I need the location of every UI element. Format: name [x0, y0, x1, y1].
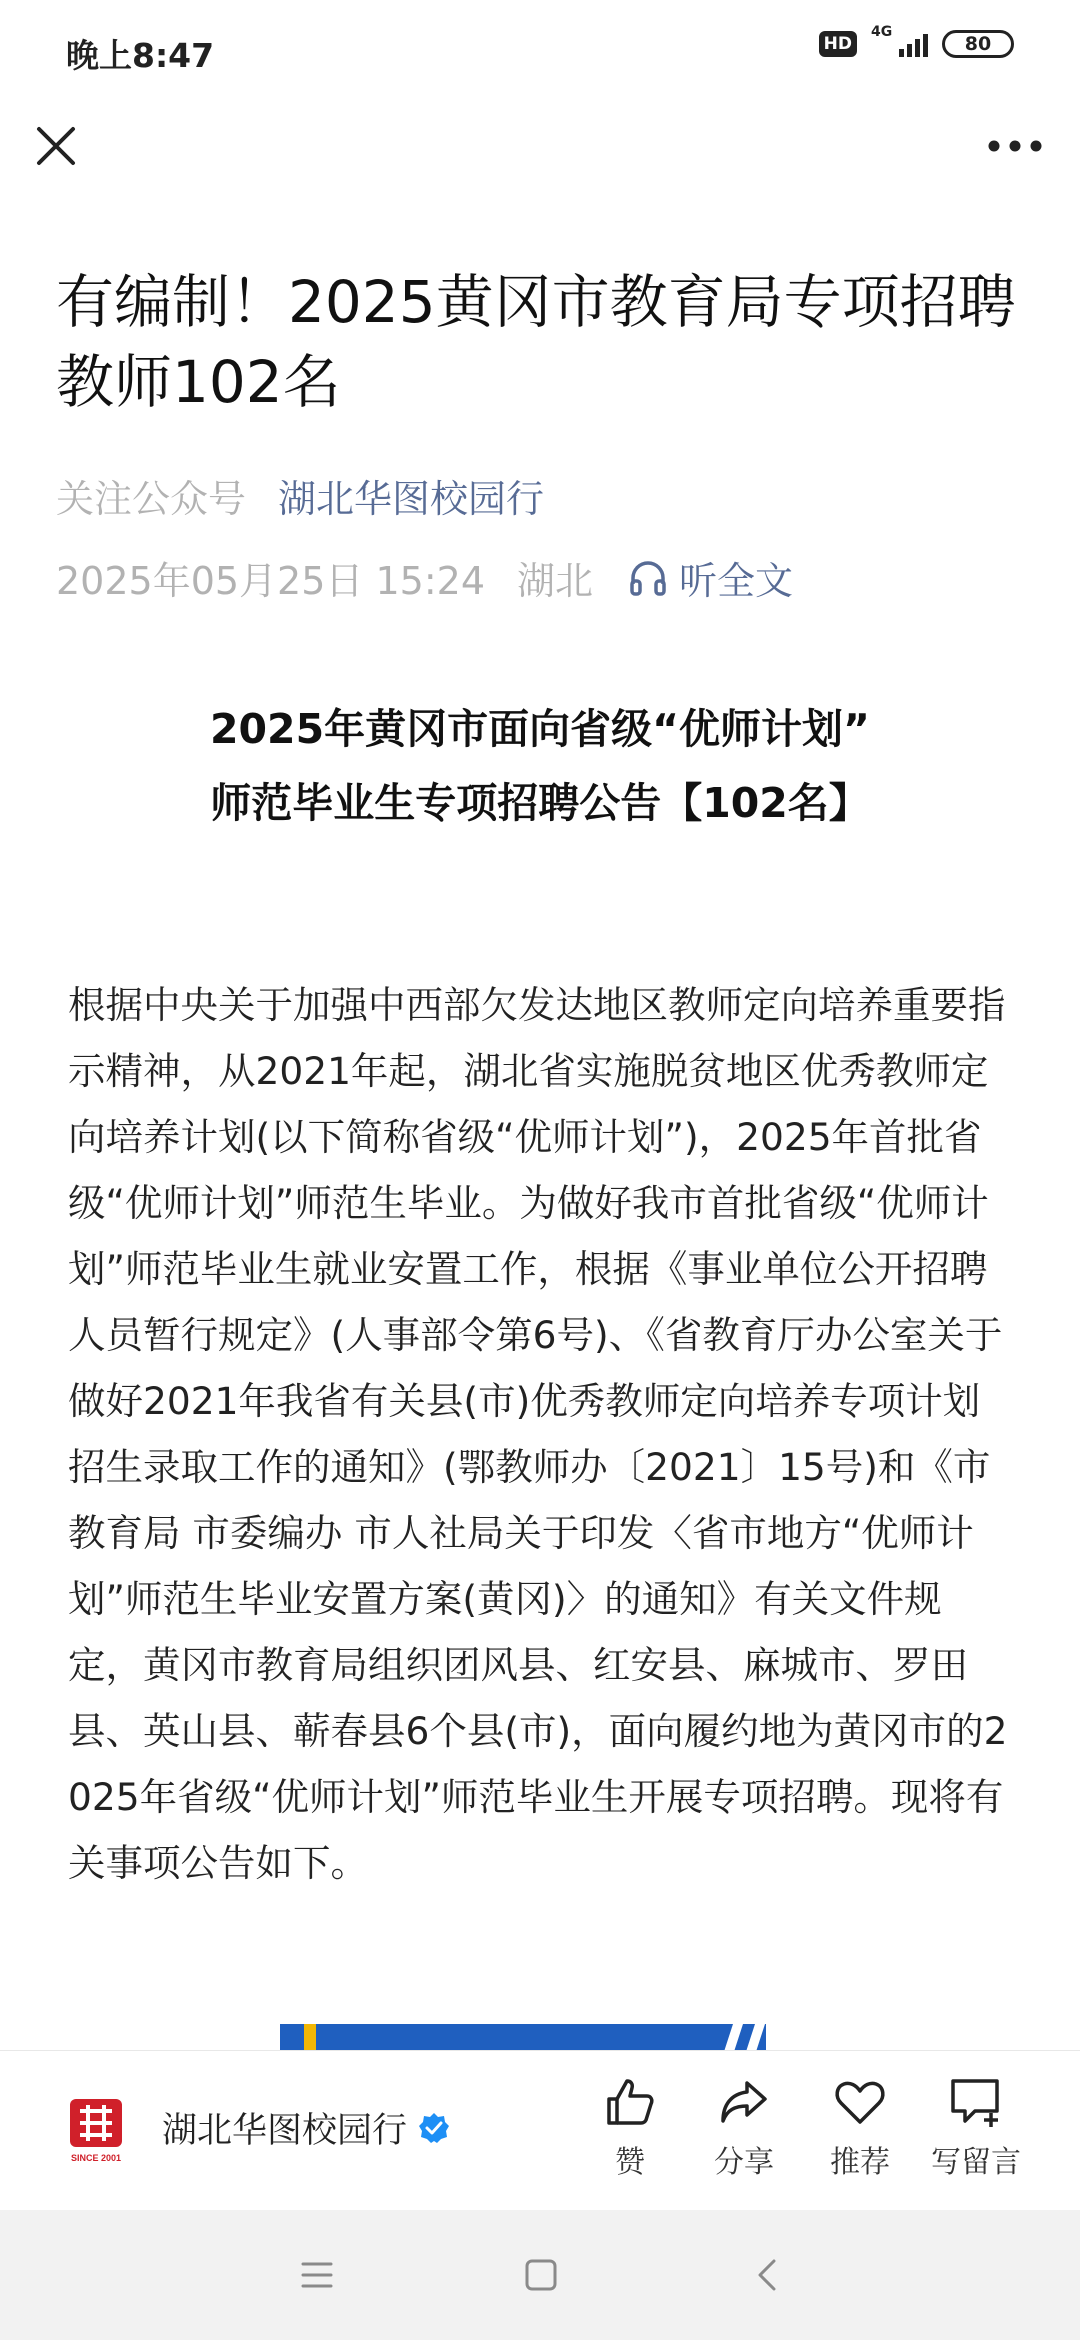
back-button[interactable] [742, 2250, 792, 2300]
comment-button[interactable] [921, 2075, 1031, 2181]
publish-date: 2025年05月25日 15:24 [56, 559, 486, 603]
account-row [56, 468, 544, 523]
status-bar [0, 0, 1080, 100]
bottom-account[interactable] [162, 2103, 451, 2153]
home-icon [524, 2258, 558, 2292]
share-label: 分享 [714, 2145, 774, 2180]
share-icon [717, 2075, 771, 2129]
status-icons [819, 24, 1014, 58]
hd-icon: HD [819, 31, 857, 57]
logo-text: SINCE 2001 [70, 2153, 122, 2163]
like-button[interactable] [575, 2075, 685, 2181]
date-row [56, 550, 793, 605]
menu-button[interactable] [292, 2250, 342, 2300]
account-link[interactable]: 湖北华图校园行 [278, 477, 545, 521]
headphones-icon [629, 560, 667, 596]
follow-label[interactable]: 关注公众号 [56, 477, 247, 521]
battery-icon: 80 [942, 30, 1014, 58]
status-time: 晚上8:47 [66, 36, 215, 75]
more-button[interactable] [980, 120, 1050, 172]
recommend-label: 推荐 [830, 2145, 890, 2180]
comment-label: 写留言 [931, 2145, 1021, 2180]
recommend-button[interactable] [805, 2075, 915, 2181]
article-body: 根据中央关于加强中西部欠发达地区教师定向培养重要指示精神，从2021年起，湖北省实施脱贫地区优秀教师定向培养计划(以下简称省级“优师计划”)，2025年首批省级“优师计划”师范生毕业。为做好我市首批省级“优师计划”师范毕业生就业安置工作，根据《事业单位公开招聘人员暂行规定》(人事部令第6号)、《省教育厅办公室关于做好2021年我省有关县(市)优秀教师定向培养专项计划招生录取工作的通知》(鄂教师办〔2021〕15号)和《市教育局 市委编办 市人社局关于印发〈省市地方“优师计划”师范生毕业安置方案(黄冈)〉的通知》有关文件规定，黄冈市教育局组织团风县、红安县、麻城市、罗田县、英山县、蕲春县6个县(市)，面向履约地为黄冈市的2025年省级“优师计划”师范毕业生开展专项招聘。现将有关事项公告如下。 [68, 983, 1008, 1885]
listen-button[interactable] [629, 550, 793, 605]
heart-icon [833, 2075, 887, 2129]
more-icon [988, 140, 1042, 152]
article-title: 有编制！2025黄冈市教育局专项招聘教师102名 [56, 268, 1016, 416]
close-icon [35, 125, 77, 167]
bottom-bar [0, 2050, 1080, 2211]
publish-location: 湖北 [517, 559, 594, 603]
back-icon [755, 2258, 779, 2292]
signal-icon [871, 24, 928, 57]
close-button[interactable] [30, 120, 82, 172]
listen-label: 听全文 [679, 559, 794, 603]
like-label: 赞 [615, 2145, 645, 2180]
comment-icon [947, 2075, 1005, 2129]
network-type: 4G [871, 24, 893, 40]
notice-title-line1: 2025年黄冈市面向省级“优师计划” [209, 705, 870, 753]
verified-icon [417, 2111, 451, 2145]
home-button[interactable] [516, 2250, 566, 2300]
account-logo[interactable] [66, 2095, 126, 2165]
bottom-account-name: 湖北华图校园行 [162, 2111, 408, 2151]
notice-title-line2: 师范毕业生专项招聘公告【102名】 [210, 779, 870, 827]
notice-title [0, 692, 1080, 840]
thumbs-up-icon [603, 2075, 657, 2129]
menu-icon [300, 2260, 334, 2290]
share-button[interactable] [689, 2075, 799, 2181]
system-nav-bar [0, 2210, 1080, 2340]
